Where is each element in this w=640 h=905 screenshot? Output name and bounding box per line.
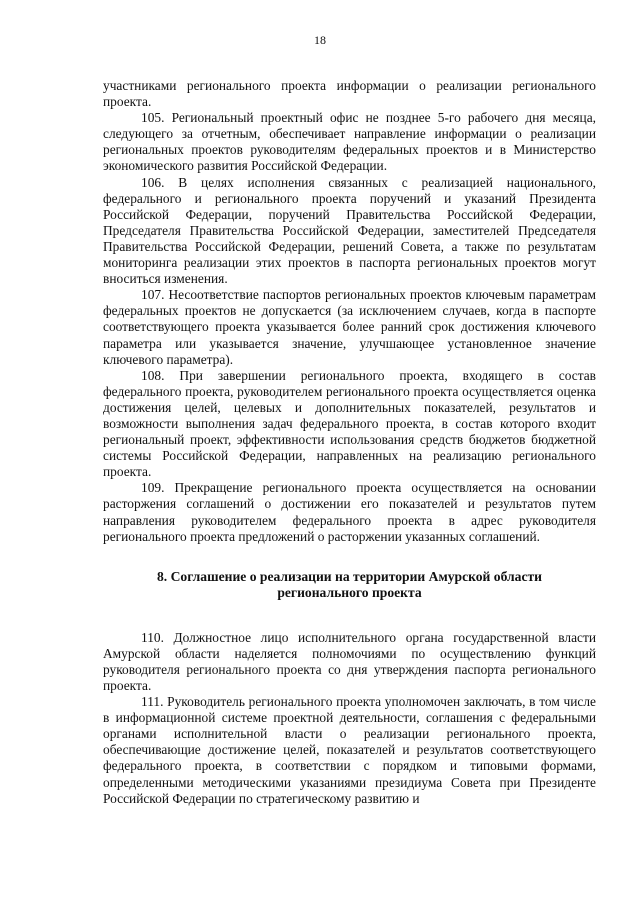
section-heading (103, 569, 596, 602)
page-number: 18 (314, 33, 326, 47)
paragraph-111: 111. Руководитель регионального проекта уполномочен заключать, в том числе в информационной системе проектной деятельности, соглашения с федеральными органами исполнительной власти о реализации регионального проекта, обеспечивающие достижение целей, показателей и результатов соответствующего федерального проекта, в соответствии с порядком и типовыми формами, определенными методическими указаниями президиума Совета при Президенте Российской Федерации по стратегическому развитию и (103, 694, 596, 806)
paragraph-105: 105. Региональный проектный офис не позднее 5-го рабочего дня месяца, следующего за отчетным, обеспечивает направление информации о реализации региональных проектов руководителям федеральных проектов и в Министерство экономического развития Российской Федерации. (103, 110, 596, 174)
paragraph-107: 107. Несоответствие паспортов региональных проектов ключевым параметрам федеральных проектов не допускается (за исключением случаев, когда в паспорте соответствующего проекта указывается более ранний срок достижения ключевого параметра или указывается значение, улучшающее установленное значение ключевого параметра). (103, 287, 596, 367)
section-heading-line-2: регионального проекта (277, 585, 422, 601)
paragraph-108: 108. При завершении регионального проекта, входящего в состав федерального проекта, руководителем регионального проекта осуществляется оценка достижения целей, целевых и дополнительных показателей, результатов и возможности выполнения задач федерального проекта, в состав которого входит региональный проект, эффективности использования средств бюджетов бюджетной системы Российской Федерации, направленных на реализацию регионального проекта. (103, 367, 596, 480)
document-body (103, 78, 596, 807)
paragraph-106: 106. В целях исполнения связанных с реализацией национального, федерального и регионального проекта поручений и указаний Президента Российской Федерации, поручений Правительства Российской Федерации, Председателя Правительства Российской Федерации, заместителей Председателя Правительства Российской Федерации, решений Совета, а также по результатам мониторинга реализации этих проектов в паспорта региональных проектов могут вноситься изменения. (103, 174, 596, 287)
paragraph-110: 110. Должностное лицо исполнительного органа государственной власти Амурской области наделяется полномочиями по осуществлению функций руководителя регионального проекта со дня утверждения паспорта регионального проекта. (103, 629, 596, 693)
section-heading-line-1: 8. Соглашение о реализации на территории Амурской области (156, 568, 543, 584)
paragraph-109: 109. Прекращение регионального проекта осуществляется на основании расторжения соглашений о достижении его показателей и результатов путем направления руководителем федерального проекта в адрес руководителя регионального проекта предложений о расторжении указанных соглашений. (103, 480, 596, 544)
paragraph-104-end: участниками регионального проекта информации о реализации регионального проекта. (103, 78, 596, 110)
